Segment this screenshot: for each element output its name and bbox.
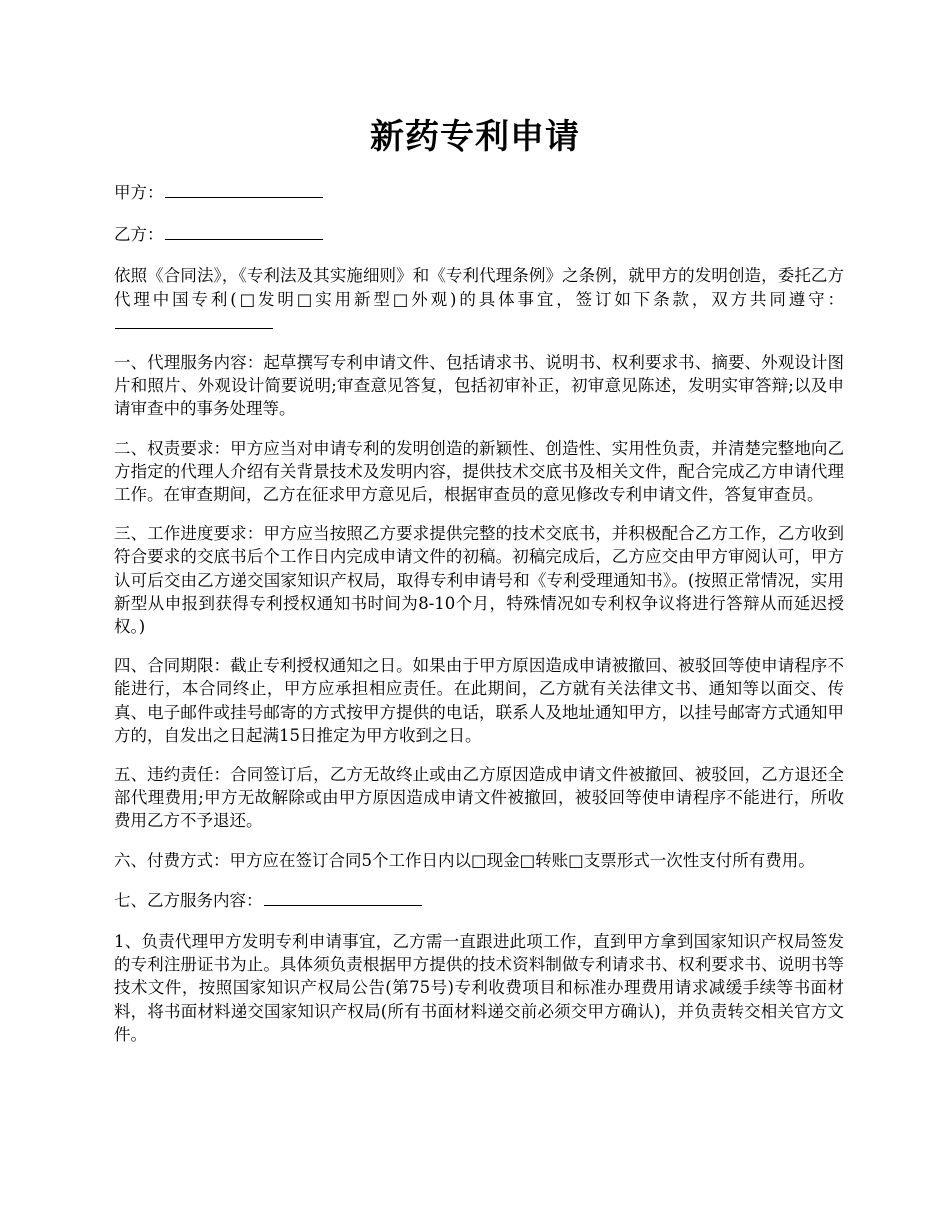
clause-7-label: 七、乙方服务内容： [114, 890, 263, 910]
party-b-line [114, 222, 844, 246]
clause-6-paragraph: 六、付费方式：甲方应在签订合同5个工作日内以□现金□转账□支票形式一次性支付所有费用。 [114, 850, 815, 870]
document-body [114, 180, 844, 1062]
intro-paragraph [114, 264, 844, 335]
intro-text: 依照《合同法》，《专利法及其实施细则》和《专利代理条例》之条例，就甲方的发明创造，委托乙方代理中国专利(□发明□实用新型□外观)的具体事宜，签订如下条款，双方共同遵守： [114, 266, 844, 309]
party-b-label: 乙方： [114, 225, 164, 245]
party-b-blank [165, 222, 323, 240]
party-a-line [114, 180, 844, 204]
item-1-paragraph: 1、负责代理甲方发明专利申请事宜，乙方需一直跟进此项工作，直到甲方拿到国家知识产权局签发的专利注册证书为止。具体须负责根据甲方提供的技术资料制做专利请求书、权利要求书、说明书等技术文件，按照国家知识产权局公告(第75号)专利收费项目和标准办理费用请求减缓手续等书面材料，将书面材料递交国家知识产权局(所有书面材料递交前必须交甲方确认)，并负责转交相关官方文件。 [114, 932, 844, 1044]
clause-7-line [114, 888, 844, 912]
party-a-label: 甲方： [114, 183, 164, 202]
clause-3-paragraph: 三、工作进度要求：甲方应当按照乙方要求提供完整的技术交底书，并积极配合乙方工作，乙方收到符合要求的交底书后个工作日内完成申请文件的初稿。初稿完成后，乙方应交由甲方审阅认可，甲方认可后交由乙方递交国家知识产权局，取得专利申请号和《专利受理通知书》。(按照正常情况，实用新型从申报到获得专利授权通知书时间为8-10个月，特殊情况如专利权争议将进行答辩从而延迟授权。) [114, 524, 844, 637]
document-title: 新药专利申请 [370, 117, 580, 157]
clause-2-paragraph: 二、权责要求：甲方应当对申请专利的发明创造的新颖性、创造性、实用性负责，并清楚完整地向乙方指定的代理人介绍有关背景技术及发明内容，提供技术交底书及相关文件，配合完成乙方申请代理工作。在审查期间，乙方在征求甲方意见后，根据审查员的意见修改专利申请文件，答复审查员。 [114, 438, 844, 505]
clause-5-paragraph: 五、违约责任：合同签订后，乙方无故终止或由乙方原因造成申请文件被撤回、被驳回，乙方退还全部代理费用;甲方无故解除或由甲方原因造成申请文件被撤回，被驳回等使申请程序不能进行，所收费用乙方不予退还。 [114, 765, 844, 831]
clause-1-paragraph: 一、代理服务内容：起草撰写专利申请文件、包括请求书、说明书、权利要求书、摘要、外观设计图片和照片、外观设计简要说明;审查意见答复，包括初审补正，初审意见陈述，发明实审答辩;以及申请审查中的事务处理等。 [114, 353, 844, 419]
party-a-blank [165, 180, 323, 198]
intro-blank [115, 311, 273, 329]
clause-7-blank [264, 888, 422, 906]
clause-4-paragraph: 四、合同期限：截止专利授权通知之日。如果由于甲方原因造成申请被撤回、被驳回等使申请程序不能进行，本合同终止，甲方应承担相应责任。在此期间，乙方就有关法律文书、通知等以面交、传真、电子邮件或挂号邮寄的方式按甲方提供的电话，联系人及地址通知甲方，以挂号邮寄方式通知甲方的，自发出之日起满15日推定为甲方收到之日。 [114, 656, 844, 745]
